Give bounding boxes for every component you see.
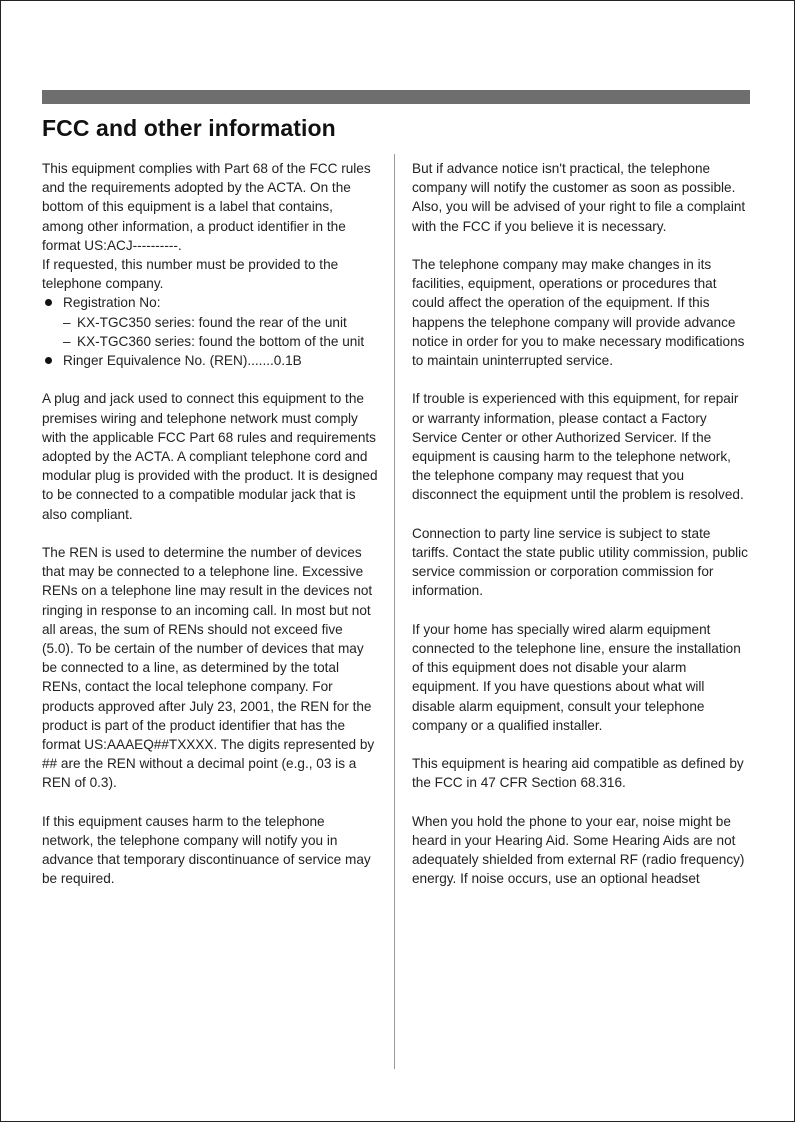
left-column [42,159,378,908]
trouble-paragraph: If trouble is experienced with this equipment, for repair or warranty information, please contact a Factory Service Center or other Authorized Servicer. If the equipment is causing harm to the telephone network, the telephone company may request that you disconnect the equipment until the problem is resolved. [412,391,744,503]
plug-paragraph: A plug and jack used to connect this equipment to the premises wiring and telephone network must comply with the applicable FCC Part 68 rules and requirements adopted by the ACTA. A compliant telephone cord and modular plug is provided with the product. It is designed to be connected to a compatible modular jack that is also compliant. [42,391,378,522]
intro-paragraph: This equipment complies with Part 68 of the FCC rules and the requirements adopted by the ACTA. On the bottom of this equipment is a label that contains, among other information, a product identifier in the format US:ACJ----------. [42,161,371,253]
bullet-icon [45,357,52,364]
registration-sub-list [63,313,378,351]
ringer-bullet [42,351,378,370]
column-divider [394,154,395,1069]
hearing-aid-paragraph: This equipment is hearing aid compatible as defined by the FCC in 47 CFR Section 68.316. [412,756,744,791]
page-title: FCC and other information [42,115,336,141]
ren-paragraph: The REN is used to determine the number of devices that may be connected to a telephone line. Excessive RENs on a telephone line may result in the devices not ringing in response to an incoming call. In most but not all areas, the sum of RENs should not exceed five (5.0). To be certain of the number of devices that may be connected to a line, as determined by the total RENs, contact the local telephone company. For products approved after July 23, 2001, the REN for the product is part of the product identifier that has the format US:AAAEQ##TXXXX. The digits represented by ## are the REN without a decimal point (e.g., 03 is a REN of 0.3). [42,545,375,791]
notice-paragraph: But if advance notice isn't practical, the telephone company will notify the customer as soon as possible. Also, you will be advised of your right to file a complaint with the FCC if you believe it is necessary. [412,161,746,234]
registration-sub-item: – KX-TGC360 series: found the bottom of the unit [63,333,365,349]
registration-sub-item: – KX-TGC350 series: found the rear of the unit [63,314,347,330]
noise-paragraph: When you hold the phone to your ear, noise might be heard in your Hearing Aid. Some Hearing Aids are not adequately shielded from external RF (radio frequency) energy. If noise occurs, use an optional headset [412,813,745,887]
changes-paragraph: The telephone company may make changes in its facilities, equipment, operations or procedures that could affect the operation of the equipment. If this happens the telephone company will provide advance notice in order for you to make necessary modifications to maintain uninterrupted service. [412,257,745,369]
bullet-icon [45,299,52,306]
header-bar [42,90,750,104]
alarm-paragraph: If your home has specially wired alarm equipment connected to the telephone line, ensure the installation of this equipment does not disable your alarm equipment. If you have questions about what will disable alarm equipment, consult your telephone company or a qualified installer. [412,621,741,733]
registration-bullet [42,293,378,351]
info-bullet-list [42,293,378,370]
harm-paragraph: If this equipment causes harm to the telephone network, the telephone company will notify you in advance that temporary discontinuance of service may be required. [42,813,371,887]
party-line-paragraph: Connection to party line service is subject to state tariffs. Contact the state public utility commission, public service commission or corporation commission for information. [412,525,748,599]
ringer-text: Ringer Equivalence No. (REN).......0.1B [63,353,302,369]
registration-label: Registration No: [63,295,161,311]
request-paragraph: If requested, this number must be provided to the telephone company. [42,257,339,292]
right-column [412,159,748,908]
